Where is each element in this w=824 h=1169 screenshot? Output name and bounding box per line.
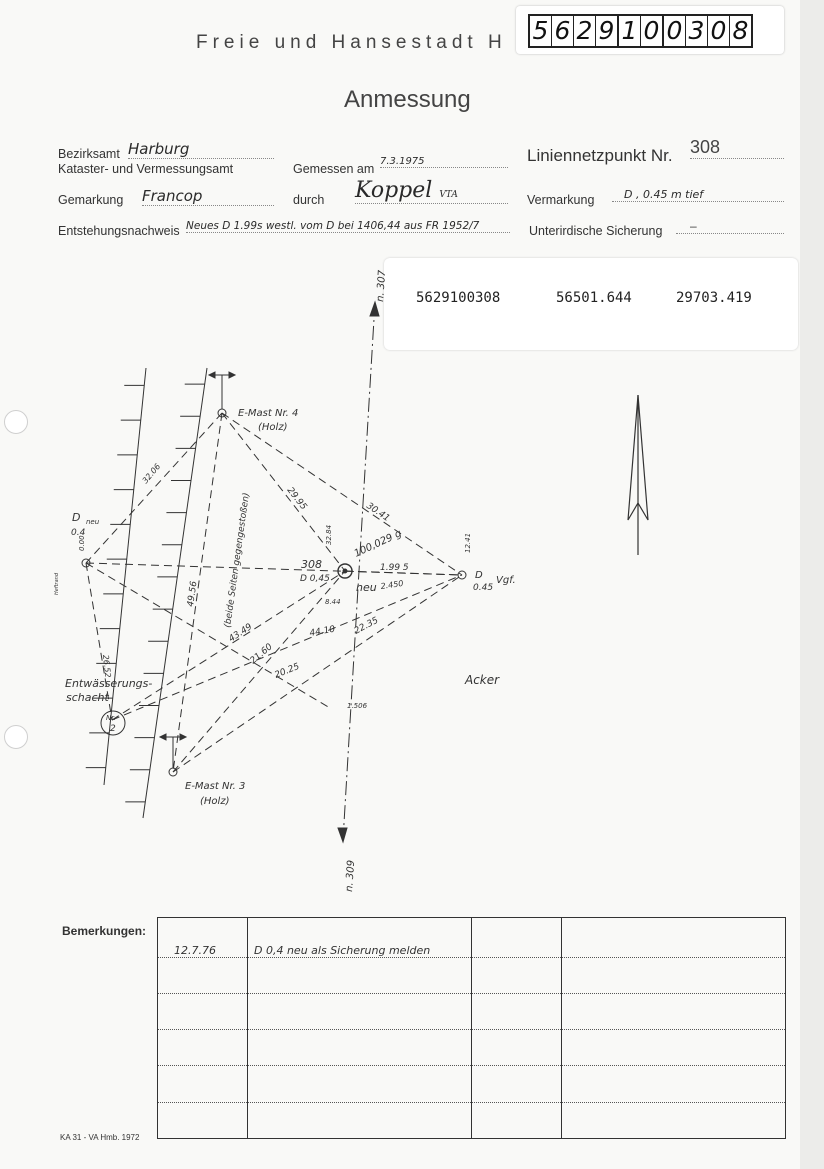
m-000: 0.00 <box>78 535 86 551</box>
label-west-sub: 0.4 <box>71 528 86 538</box>
coord-y: 29703.419 <box>676 290 752 306</box>
label-angle: 100,029 g <box>352 528 404 560</box>
table-row <box>158 918 786 958</box>
m-3206: 32.06 <box>140 461 163 486</box>
id-digit: 9 <box>596 16 619 46</box>
remark-cell <box>472 918 562 958</box>
id-digit: 2 <box>574 16 596 46</box>
id-digit: 3 <box>686 16 708 46</box>
remark-cell <box>248 993 472 1029</box>
punkt-value: 308 <box>690 137 784 159</box>
label-west: D <box>72 511 81 524</box>
m-1506: 1.506 <box>347 702 368 710</box>
gemarkung-label: Gemarkung <box>58 193 124 207</box>
vermarkung-label: Vermarkung <box>527 193 595 207</box>
label-north: n. 307 <box>375 269 389 303</box>
m-4956: 49.56 <box>186 580 200 608</box>
remark-cell <box>158 993 248 1029</box>
authority-header: Freie und Hansestadt H <box>196 32 507 53</box>
surveyor-signature: Koppel <box>355 178 433 203</box>
id-digit: 0 <box>641 16 664 46</box>
remark-cell <box>472 1066 562 1102</box>
label-mast4-sub: (Holz) <box>258 422 288 433</box>
m-2160: 21.60 <box>248 642 275 667</box>
m-2652: 26.52 <box>101 654 113 678</box>
durch-label: durch <box>293 193 325 207</box>
m-1995: 1.99 5 <box>380 563 409 573</box>
page-title: Anmessung <box>344 86 471 113</box>
label-south: n. 309 <box>344 859 358 893</box>
remark-cell <box>472 993 562 1029</box>
vermarkung-value: D , 0.45 m tief <box>612 188 784 202</box>
label-east-note: Vgf. <box>496 575 516 586</box>
remark-date: 12.7.76 <box>158 918 248 958</box>
label-mast3-sub: (Holz) <box>200 796 230 807</box>
table-row <box>158 993 786 1029</box>
label-schacht2: schacht <box>66 691 109 704</box>
remark-text: D 0,4 neu als Sicherung melden <box>248 918 472 958</box>
punkt-label: Liniennetzpunkt Nr. <box>527 146 673 165</box>
bezirksamt-value: Harburg <box>128 140 274 159</box>
gemarkung-value: Francop <box>142 187 274 206</box>
remark-cell <box>562 957 786 993</box>
m-3284: 32.84 <box>325 524 333 545</box>
remark-cell <box>248 957 472 993</box>
coord-x: 56501.644 <box>556 290 632 306</box>
id-digit: 5 <box>530 16 552 46</box>
bezirksamt-label: Bezirksamt <box>58 147 120 161</box>
remark-cell <box>472 1030 562 1066</box>
m-2235: 22.35 <box>352 615 381 637</box>
form-footer: KA 31 - VA Hmb. 1972 <box>60 1133 140 1142</box>
id-digit: 0 <box>708 16 730 46</box>
label-side-note: (beide Seiten gegengestoßen) <box>223 491 252 629</box>
remark-cell <box>248 1102 472 1138</box>
label-acker: Acker <box>465 673 500 687</box>
m-2025: 20.25 <box>273 661 302 681</box>
label-308: 308 <box>301 558 322 571</box>
sicherung-value: – <box>676 219 784 234</box>
id-digit: 8 <box>732 16 749 45</box>
remark-cell <box>562 993 786 1029</box>
sicherung-label: Unterirdische Sicherung <box>529 224 663 238</box>
remarks-label: Bemerkungen: <box>62 924 147 938</box>
label-schacht-nr: Nr. <box>106 714 116 722</box>
surveyor-suffix: VTA <box>439 190 458 200</box>
remark-cell <box>158 1102 248 1138</box>
label-east-sub: 0.45 <box>473 583 494 593</box>
m-4410: 44.10 <box>308 624 336 639</box>
m-1241: 12.41 <box>464 532 472 553</box>
label-mast3: E-Mast Nr. 3 <box>185 781 246 792</box>
remark-cell <box>472 1102 562 1138</box>
remark-cell <box>562 1102 786 1138</box>
entstehung-value: Neues D 1.99s westl. vom D bei 1406,44 aus FR 1952/7 <box>186 220 510 233</box>
remark-cell <box>562 1066 786 1102</box>
remarks-table <box>157 917 786 1139</box>
label-schacht-nr2: 2 <box>110 724 116 734</box>
m-2450: 2.450 <box>380 578 404 591</box>
gemessen-value: 7.3.1975 <box>380 156 508 168</box>
m-844: 8.44 <box>325 598 341 606</box>
label-308-neu: neu <box>356 581 377 594</box>
table-row <box>158 1030 786 1066</box>
remark-cell <box>158 957 248 993</box>
remark-cell <box>158 1030 248 1066</box>
label-schacht: Entwässerungs- <box>65 677 153 690</box>
remark-cell <box>472 957 562 993</box>
label-heftrand: Heftrand <box>54 572 60 595</box>
table-row <box>158 957 786 993</box>
entstehung-label: Entstehungsnachweis <box>58 224 180 238</box>
remark-cell <box>562 918 786 958</box>
m-2995: 29.95 <box>284 485 309 513</box>
id-digit: 1 <box>619 16 641 46</box>
remark-cell <box>158 1066 248 1102</box>
m-3041: 30.41 <box>364 501 392 524</box>
label-mast4: E-Mast Nr. 4 <box>238 408 299 419</box>
table-row <box>158 1066 786 1102</box>
label-east: D <box>475 570 483 581</box>
remark-cell <box>248 1030 472 1066</box>
id-digit: 6 <box>552 16 574 46</box>
m-4349: 43.49 <box>227 622 255 645</box>
remark-cell <box>248 1066 472 1102</box>
gemessen-label: Gemessen am <box>293 162 375 176</box>
kataster-label: Kataster- und Vermessungsamt <box>58 162 234 176</box>
label-west-neu: neu <box>86 518 100 526</box>
scan-edge <box>800 0 824 1169</box>
coord-id: 5629100308 <box>416 290 501 306</box>
label-308-sub: D 0,45 <box>300 574 330 584</box>
table-row <box>158 1102 786 1138</box>
remark-cell <box>562 1030 786 1066</box>
id-digit: 0 <box>664 16 686 46</box>
